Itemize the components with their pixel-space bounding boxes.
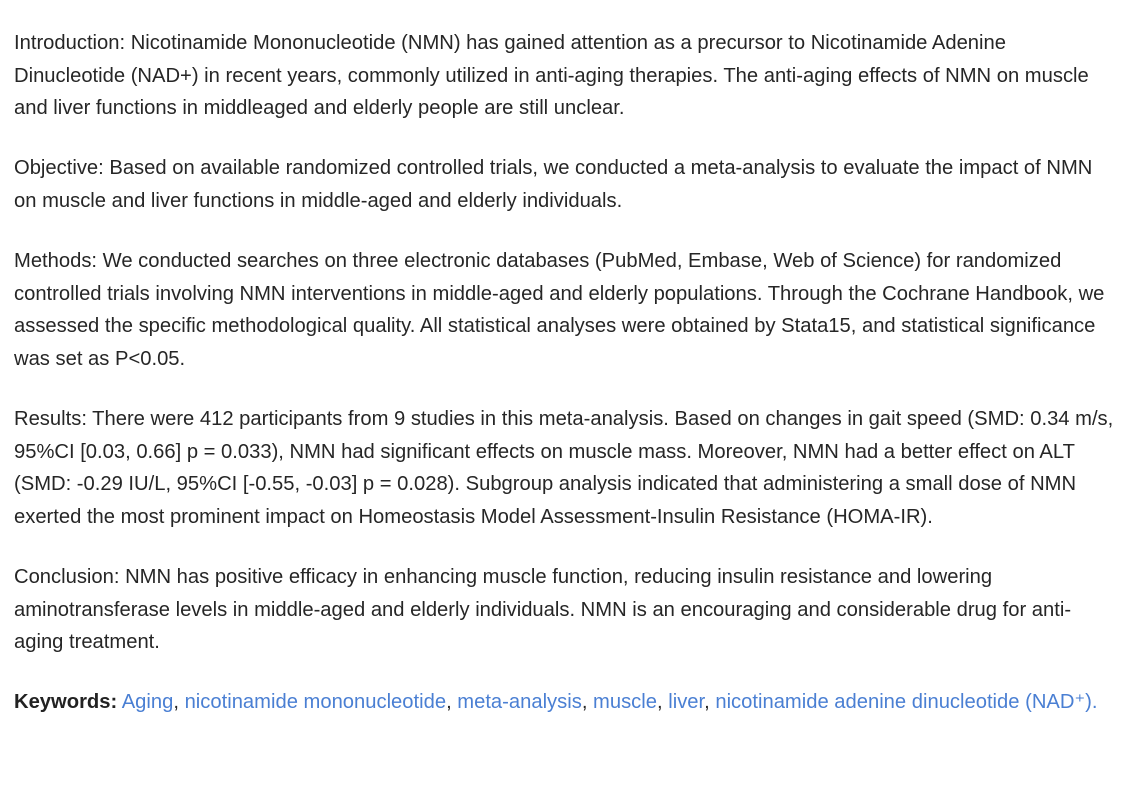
abstract <box>14 27 1119 719</box>
keyword-link-nicotinamide-mononucleotide[interactable]: nicotinamide mononucleotide <box>184 691 447 714</box>
keyword-link-muscle[interactable]: muscle <box>593 691 657 714</box>
keywords-label: Keywords: <box>14 691 118 714</box>
abstract-introduction: Introduction: Nicotinamide Mononucleotide (NMN) has gained attention as a precursor to Nicotinamide Adenine Dinucleotide (NAD+) in recent years, commonly utilized in anti-aging therapies. The anti-aging effects of NMN on muscle and liver functions in middleaged and elderly people are still unclear. <box>14 32 1089 120</box>
keyword-link-liver[interactable]: liver <box>668 691 705 714</box>
abstract-methods: Methods: We conducted searches on three electronic databases (PubMed, Embase, Web of Science) for randomized controlled trials involving NMN interventions in middle-aged and elderly populations. Through the Cochrane Handbook, we assessed the specific methodological quality. All statistical analyses were obtained by Stata15, and statistical significance was set as P<0.05. <box>14 250 1105 370</box>
keyword-separator: , <box>581 691 594 714</box>
keyword-separator: , <box>657 691 669 714</box>
keyword-link-aging[interactable]: Aging <box>121 691 174 714</box>
keyword-separator: , <box>173 691 185 714</box>
abstract-results: Results: There were 412 participants from 9 studies in this meta-analysis. Based on changes in gait speed (SMD: 0.34 m/s, 95%CI [0.03, 0.66] p = 0.033), NMN had significant effects on muscle mass. Moreover, NMN had a better effect on ALT (SMD: -0.29 IU/L, 95%CI [-0.55, -0.03] p = 0.028). Subgroup analysis indicated that administering a small dose of NMN exerted the most prominent impact on Homeostasis Model Assessment-Insulin Resistance (HOMA-IR). <box>14 408 1114 528</box>
keyword-separator: , <box>446 691 458 714</box>
keywords <box>14 686 1119 719</box>
keyword-link-meta-analysis[interactable]: meta-analysis <box>457 691 582 714</box>
keyword-link-nad[interactable]: nicotinamide adenine dinucleotide (NAD⁺). <box>715 691 1098 714</box>
keyword-separator: , <box>704 691 716 714</box>
abstract-conclusion: Conclusion: NMN has positive efficacy in enhancing muscle function, reducing insulin resistance and lowering aminotransferase levels in middle-aged and elderly individuals. NMN is an encouraging and considerable drug for anti-aging treatment. <box>14 566 1072 654</box>
abstract-objective: Objective: Based on available randomized controlled trials, we conducted a meta-analysis to evaluate the impact of NMN on muscle and liver functions in middle-aged and elderly individuals. <box>14 157 1093 212</box>
